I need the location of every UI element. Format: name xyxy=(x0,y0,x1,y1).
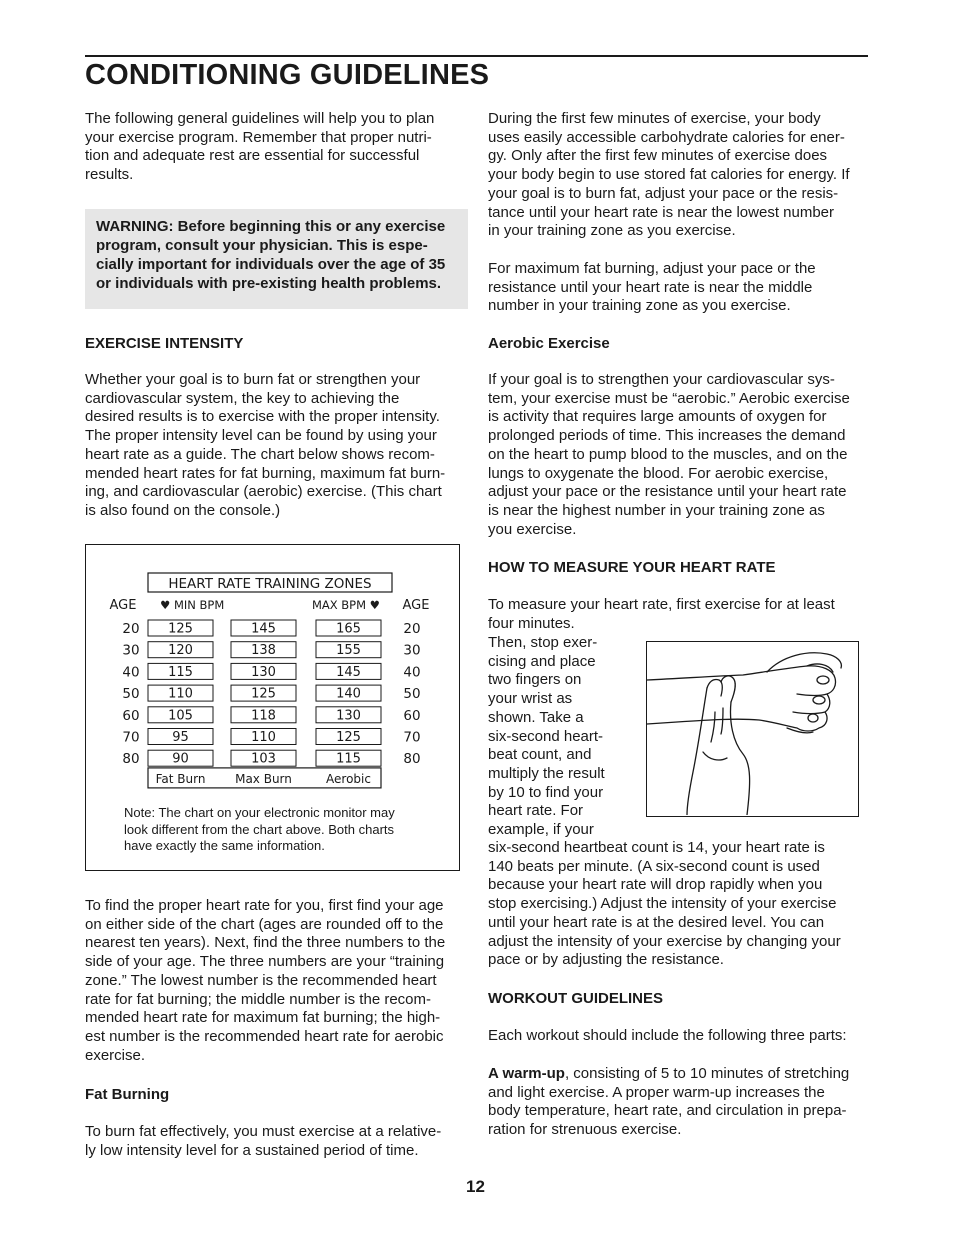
age-right-40: 40 xyxy=(403,664,421,681)
chart-note: Note: The chart on your electronic monitor may look different from the chart above. Both charts have exactly the same information. xyxy=(124,805,395,853)
value-cell: 140 xyxy=(336,686,361,702)
warmup-text: , consisting of 5 to 10 minutes of stretching and light exercise. A proper warm-up increases the body temperature, heart rate, and circulation in prepa- ration for strenuous exercise. xyxy=(488,1065,850,1139)
value-cell: 105 xyxy=(168,708,193,724)
heart-rate-chart xyxy=(85,544,460,871)
age-right-20: 20 xyxy=(403,621,421,637)
age-left-80: 80 xyxy=(122,751,140,768)
value-cell: 115 xyxy=(168,664,193,680)
age-right-70: 70 xyxy=(403,729,421,746)
page-title: CONDITIONING GUIDELINES xyxy=(85,59,490,91)
age-right-30: 30 xyxy=(403,642,421,659)
warmup-paragraph xyxy=(488,1065,873,1140)
zone-label: Max Burn xyxy=(235,771,292,786)
value-cell: 115 xyxy=(336,751,361,767)
age-left-40: 40 xyxy=(122,664,140,681)
value-cell: 120 xyxy=(168,643,193,659)
min-bpm-label: ♥ MIN BPM xyxy=(160,598,225,612)
value-cell: 138 xyxy=(251,643,276,659)
measure-text-narrow: Then, stop exer- cising and place two fingers on your wrist as shown. Take a six-second heart- beat count, and multiply the result by 10 to find your heart rate. For example, if your xyxy=(488,634,605,839)
age-label-left: AGE xyxy=(109,598,137,613)
aerobic-text: If your goal is to strengthen your cardiovascular sys- tem, your exercise must be “aerobic.” Aerobic exercise is activity that requires large amounts of oxygen for prolonged periods of time. This increases the demand on the heart to pump blood to the muscles, and on the lungs to oxygenate the blood. For aerobic exercise, adjust your pace or the resistance until your heart rate is near the highest number in your training zone as you exercise. xyxy=(488,371,850,538)
value-cell: 145 xyxy=(336,664,361,680)
value-cell: 125 xyxy=(168,621,193,637)
age-left-70: 70 xyxy=(122,729,140,746)
age-left-60: 60 xyxy=(122,707,140,724)
intro-paragraph: The following general guidelines will help you to plan your exercise program. Remember that proper nutri- tion and adequate rest are essential for successful results. xyxy=(85,110,435,184)
value-cell: 130 xyxy=(336,708,361,724)
workout-heading: WORKOUT GUIDELINES xyxy=(488,990,663,1007)
warning-box xyxy=(85,209,468,309)
measure-heading: HOW TO MEASURE YOUR HEART RATE xyxy=(488,559,776,576)
exercise-intensity-heading: EXERCISE INTENSITY xyxy=(85,335,244,352)
age-left-30: 30 xyxy=(122,642,140,659)
value-cell: 95 xyxy=(172,730,189,745)
zone-label: Fat Burn xyxy=(155,771,206,786)
value-cell: 110 xyxy=(251,730,276,745)
measure-text-wide: six-second heartbeat count is 14, your heart rate is 140 beats per minute. (A six-second count is used because your heart rate will drop rapidly when you stop exercising.) Adjust the intensity of your exercise until your heart rate is at the desired level. You can adjust the intensity of your exercise by changing your pace or by adjusting the resistance. xyxy=(488,839,841,969)
max-bpm-label: MAX BPM ♥ xyxy=(311,598,380,612)
value-cell: 118 xyxy=(251,708,276,724)
value-cell: 125 xyxy=(336,730,361,745)
age-right-80: 80 xyxy=(403,751,421,768)
top-rule xyxy=(85,55,868,57)
age-label-right: AGE xyxy=(402,598,430,613)
carbohydrate-paragraph: During the first few minutes of exercise, your body uses easily accessible carbohydrate calories for ener- gy. Only after the first few minutes of exercise does your body begin to use stored fat calories for energy. If your goal is to burn fat, adjust your pace or the resis- tance until your heart rate is near the lowest number in your training zone as you exercise. xyxy=(488,110,850,240)
wrist-pulse-illustration xyxy=(646,641,859,817)
zone-label: Aerobic xyxy=(326,771,371,786)
age-right-50: 50 xyxy=(403,686,421,703)
value-cell: 130 xyxy=(251,664,276,680)
age-left-50: 50 xyxy=(122,686,140,703)
value-cell: 155 xyxy=(336,643,361,659)
value-cell: 90 xyxy=(172,751,189,767)
aerobic-heading: Aerobic Exercise xyxy=(488,335,610,352)
exercise-intensity-text: Whether your goal is to burn fat or strengthen your cardiovascular system, the key to achieving the desired results is to exercise with the proper intensity. The proper intensity level can be found by using your heart rate as a guide. The chart below shows recom- mended heart rates for fat burning, maximum fat burn- ing, and cardiovascular (aerobic) exercise. (This chart is also found on the console.) xyxy=(85,371,446,519)
fat-burning-heading: Fat Burning xyxy=(85,1086,170,1103)
hand-wrist-icon xyxy=(647,642,857,815)
age-left-20: 20 xyxy=(122,621,140,637)
workout-text: Each workout should include the following three parts: xyxy=(488,1027,847,1044)
value-cell: 110 xyxy=(168,686,193,702)
measure-text-intro: To measure your heart rate, first exercise for at least four minutes. xyxy=(488,596,835,632)
warmup-label: A warm-up xyxy=(488,1065,565,1082)
max-fat-burning-paragraph: For maximum fat burning, adjust your pace or the resistance until your heart rate is near the middle number in your training zone as you exercise. xyxy=(488,260,816,315)
warning-text: WARNING: Before beginning this or any exercise program, consult your physician. This is espe- cially important for individuals over the age of 35 or individuals with pre-existing health problems. xyxy=(96,218,446,292)
chart-title: HEART RATE TRAINING ZONES xyxy=(168,576,372,592)
page-number: 12 xyxy=(466,1177,485,1196)
value-cell: 165 xyxy=(336,621,361,637)
find-rate-paragraph: To find the proper heart rate for you, first find your age on either side of the chart (ages are rounded off to the nearest ten years). Next, find the three numbers to the side of your age. The three numbers are your “training zone.” The lowest number is the recommended heart rate for fat burning; the middle number is the recom- mended heart rate for maximum fat burning; the high- est number is the recommended heart rate for aerobic exercise. xyxy=(85,897,446,1064)
value-cell: 103 xyxy=(251,751,276,767)
value-cell: 125 xyxy=(251,686,276,702)
fat-burning-text: To burn fat effectively, you must exercise at a relative- ly low intensity level for a sustained period of time. xyxy=(85,1123,442,1159)
value-cell: 145 xyxy=(251,621,276,637)
age-right-60: 60 xyxy=(403,707,421,724)
